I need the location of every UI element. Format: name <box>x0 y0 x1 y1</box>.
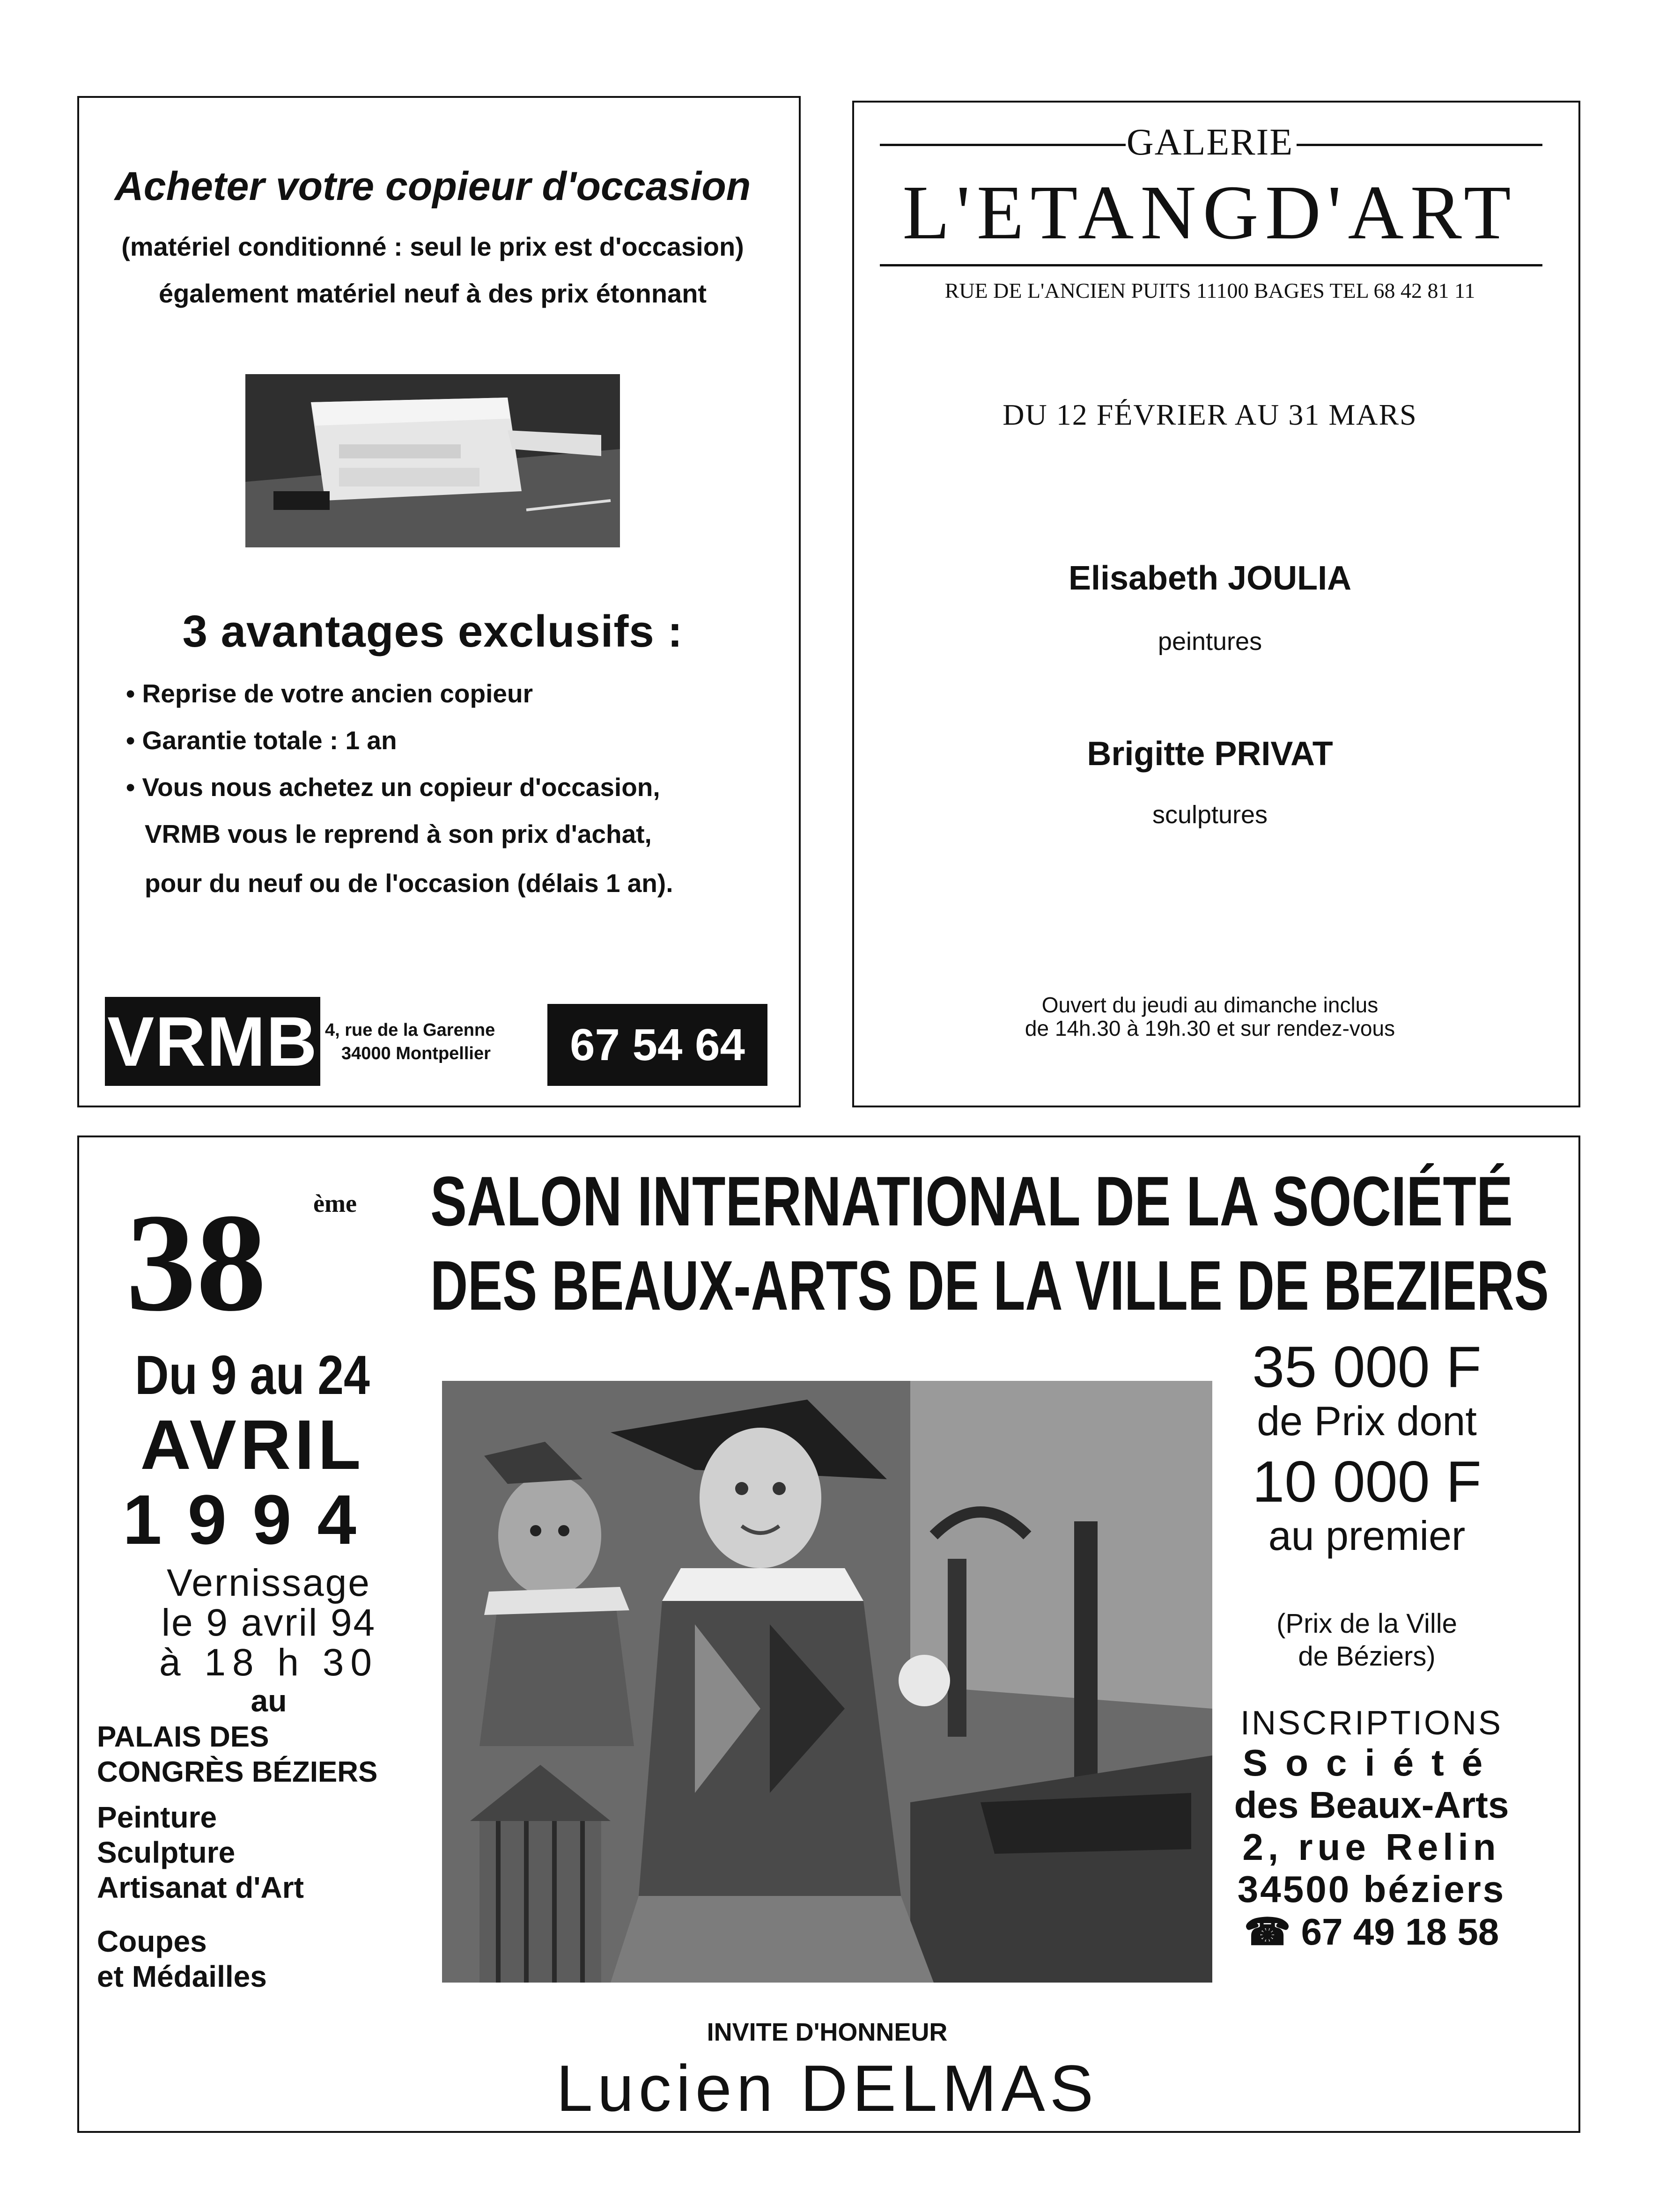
advantage-item: VRMB vous le reprend à son prix d'achat, <box>145 819 652 848</box>
opening-hours: Ouvert du jeudi au dimanche inclus <box>1041 993 1379 1017</box>
edition-number: 38 <box>126 1185 266 1340</box>
discipline-item: Artisanat d'Art <box>97 1871 304 1904</box>
advantage-item: • Garantie totale : 1 an <box>126 726 397 755</box>
vrmb-phone: 67 54 64 68 <box>547 1004 767 1086</box>
vrmb-logo: VRMB <box>105 997 320 1086</box>
vrmb-address: 4, rue de la Garenne <box>325 1020 495 1040</box>
exhibition-dates: DU 12 FÉVRIER AU 31 MARS <box>1003 398 1417 431</box>
advantage-item: • Vous nous achetez un copieur d'occasion, <box>126 773 660 802</box>
vernissage-label: Vernissage <box>167 1562 371 1604</box>
artist-medium: sculptures <box>1152 801 1268 829</box>
awards-line: et Médailles <box>97 1960 267 1993</box>
venue-name: PALAIS DES <box>97 1721 269 1753</box>
inscriptions-org: des Beaux-Arts <box>1234 1784 1509 1826</box>
discipline-item: Sculpture <box>97 1836 236 1869</box>
advantages-title: 3 avantages exclusifs : <box>182 606 683 656</box>
inscriptions-phone: ☎ 67 49 18 58 <box>1244 1911 1499 1953</box>
copier-photo <box>245 374 620 547</box>
edition-suffix: ème <box>313 1189 357 1217</box>
salon-year: 1994 <box>123 1480 382 1559</box>
salon-month: AVRIL <box>140 1405 365 1484</box>
inscriptions-org: Société <box>1242 1742 1501 1784</box>
first-prize-amount: 10 000 F <box>1252 1450 1482 1514</box>
galerie-kicker: GALERIE <box>1126 122 1294 163</box>
venue-name: CONGRÈS BÉZIERS <box>97 1756 378 1788</box>
artist-name: Elisabeth JOULIA <box>1068 560 1352 597</box>
venue-preposition: au <box>251 1683 287 1718</box>
inscriptions-label: INSCRIPTIONS <box>1240 1704 1503 1742</box>
discipline-item: Peinture <box>97 1800 217 1834</box>
advantage-item: • Reprise de votre ancien copieur <box>126 679 533 708</box>
salon-title: SALON INTERNATIONAL DE LA SOCIÉTÉ <box>430 1162 1513 1240</box>
vrmb-address: 34000 Montpellier <box>341 1044 491 1063</box>
vernissage-time: à 18 h 30 <box>159 1641 378 1684</box>
vrmb-ad <box>77 96 801 1152</box>
vrmb-subline: (matériel conditionné : seul le prix est d'occasion) <box>121 232 744 261</box>
artist-medium: peintures <box>1158 627 1262 656</box>
salon-title: DES BEAUX-ARTS DE LA VILLE DE BEZIERS <box>430 1246 1549 1325</box>
harlequin-painting <box>442 1381 1212 1983</box>
vernissage-date: le 9 avril 94 <box>161 1601 376 1644</box>
vrmb-headline: Acheter votre copieur d'occasion <box>114 164 751 209</box>
guest-of-honor-name: Lucien DELMAS <box>556 2051 1099 2125</box>
guest-of-honor-label: INVITE D'HONNEUR <box>707 2018 948 2046</box>
opening-hours: de 14h.30 à 19h.30 et sur rendez-vous <box>1025 1016 1395 1040</box>
prize-text: de Prix dont <box>1257 1398 1477 1444</box>
prize-amount: 35 000 F <box>1252 1335 1482 1400</box>
prize-note: de Béziers) <box>1298 1641 1436 1672</box>
salon-ad <box>77 1135 1580 2133</box>
awards-line: Coupes <box>97 1924 207 1958</box>
advantage-item: pour du neuf ou de l'occasion (délais 1 an). <box>145 869 673 898</box>
galerie-address: RUE DE L'ANCIEN PUITS 11100 BAGES TEL 68 42 81 11 <box>944 279 1475 302</box>
inscriptions-street: 2, rue Relin <box>1242 1826 1501 1868</box>
vrmb-subline: également matériel neuf à des prix étonnant <box>158 279 707 308</box>
inscriptions-city: 34500 béziers <box>1237 1868 1506 1910</box>
divider <box>880 264 1542 266</box>
galerie-name: L'ETANGD'ART <box>902 170 1518 255</box>
prize-note: (Prix de la Ville <box>1276 1608 1457 1639</box>
salon-date-range: Du 9 au 24 <box>135 1344 370 1406</box>
first-prize-text: au premier <box>1268 1512 1466 1559</box>
artist-name: Brigitte PRIVAT <box>1087 735 1333 773</box>
galerie-ad <box>852 101 1580 1107</box>
